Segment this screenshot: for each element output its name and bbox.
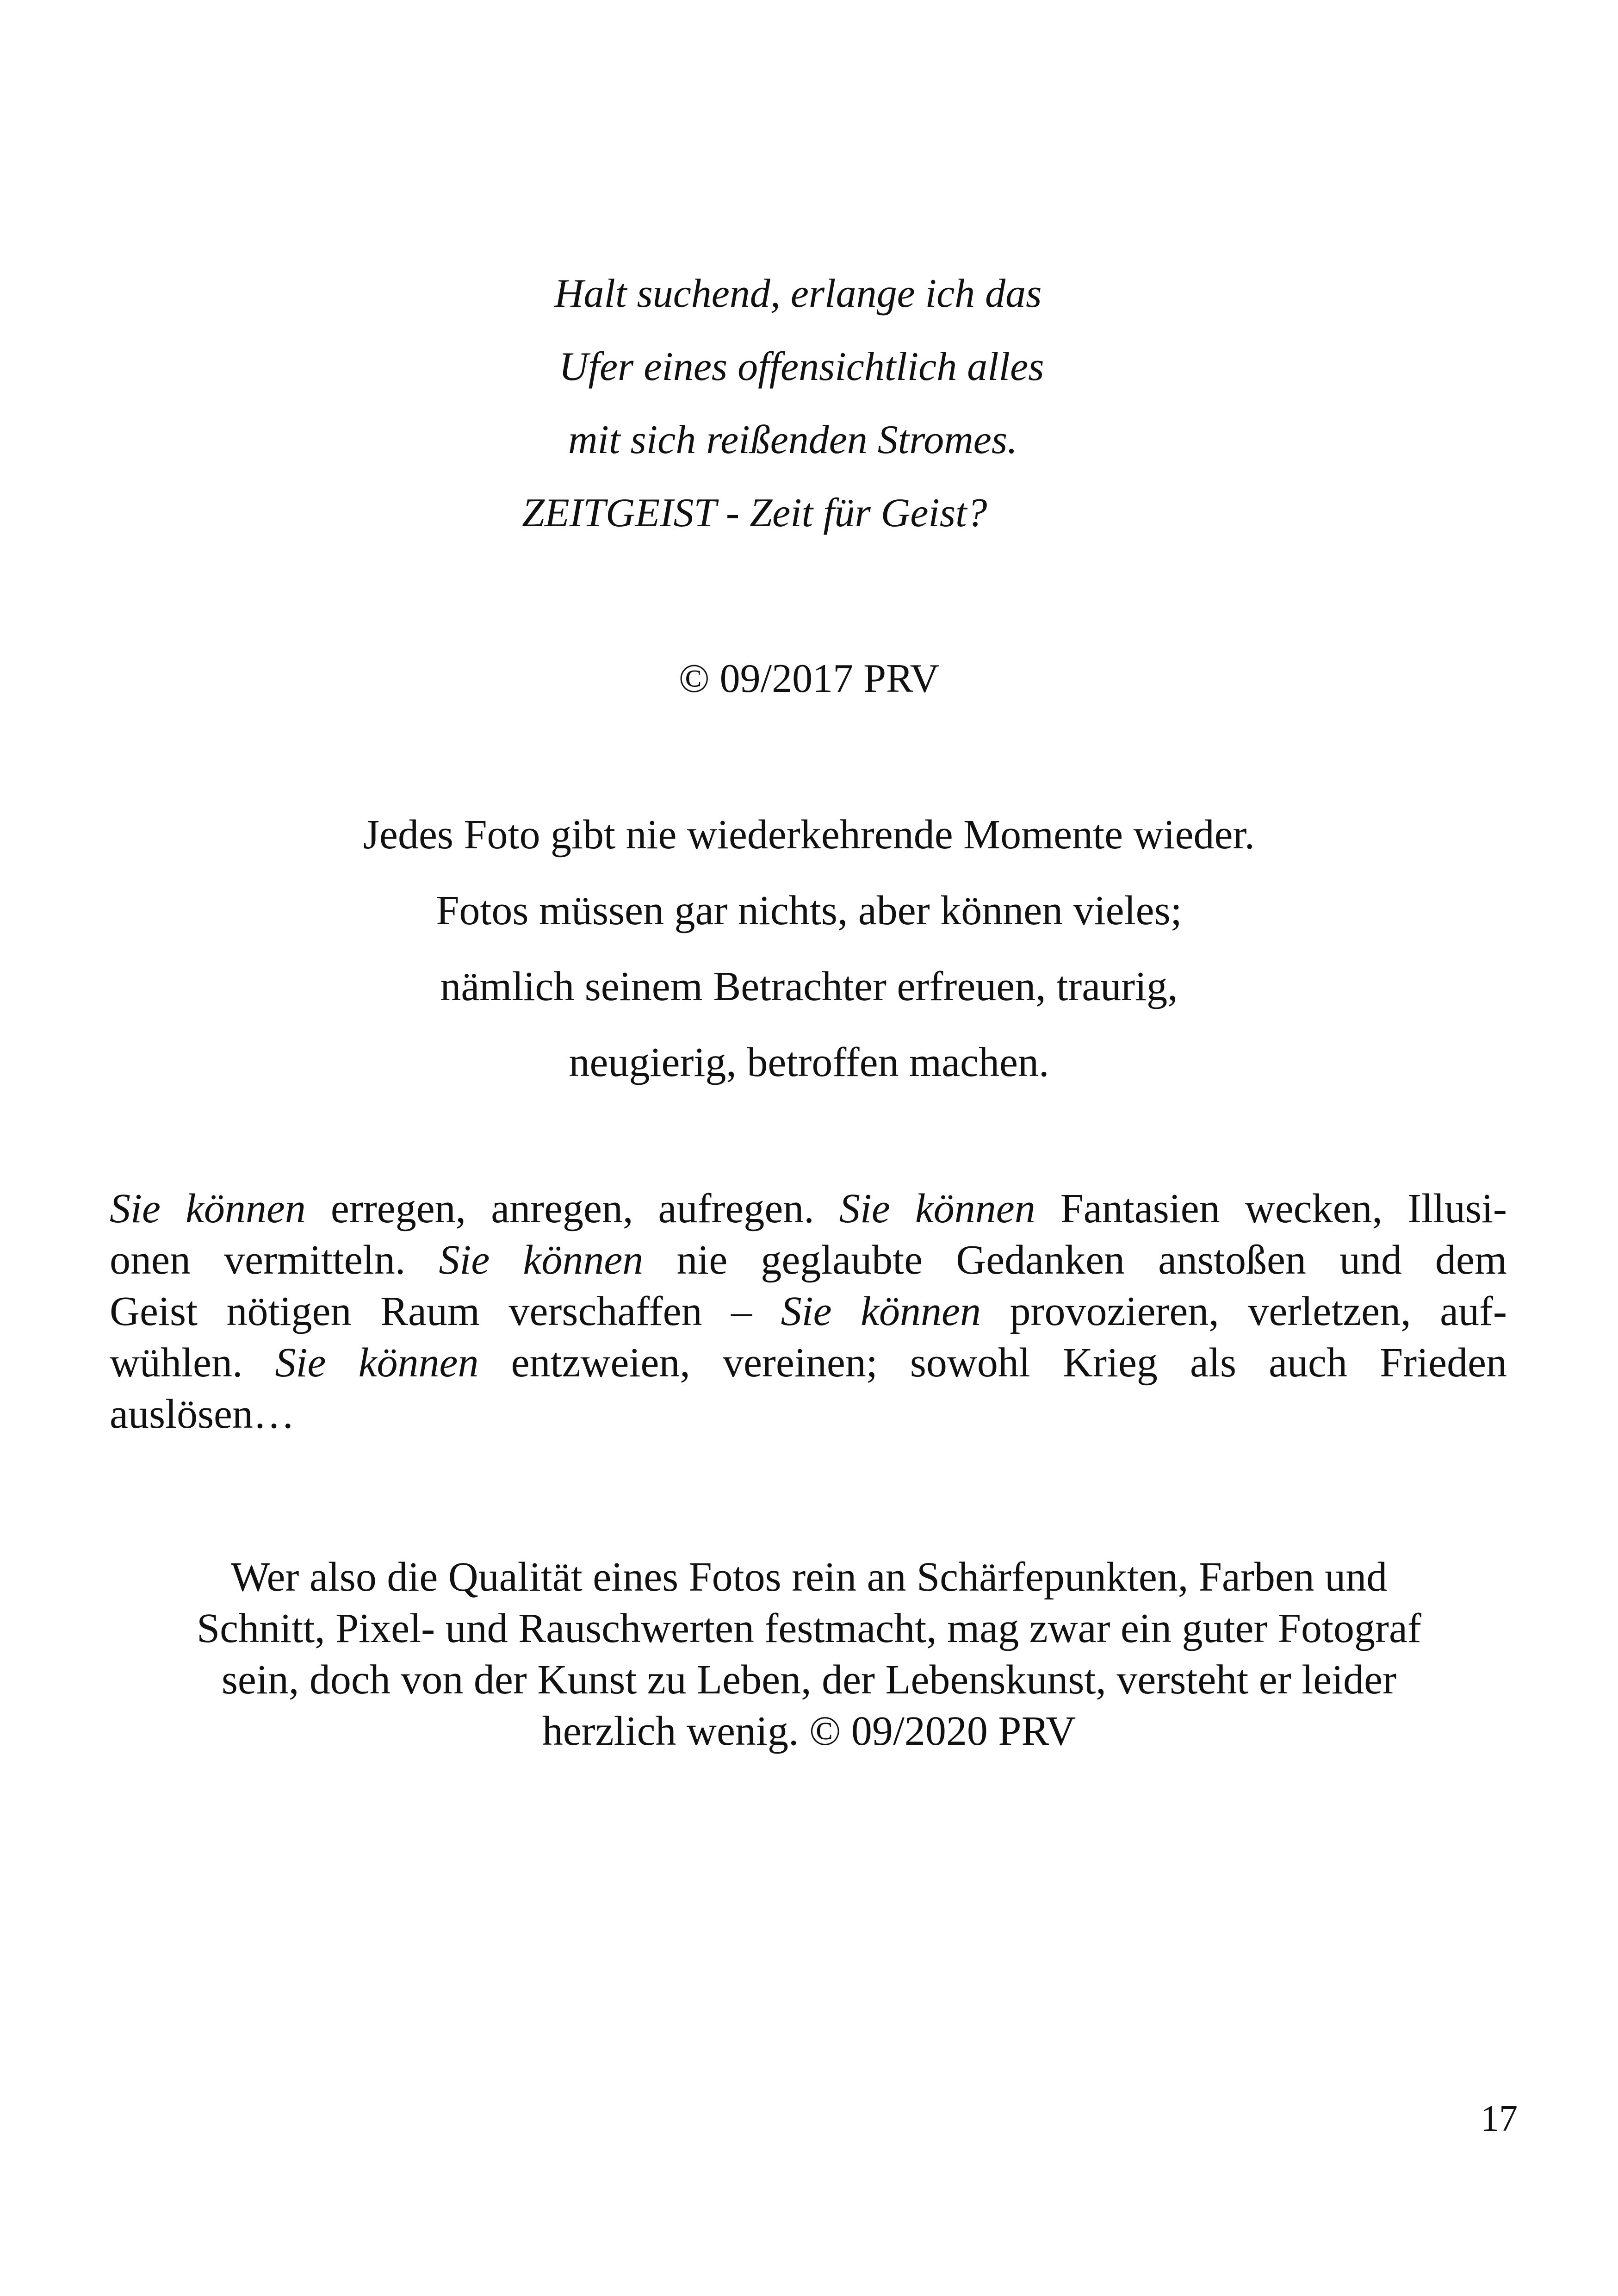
paragraph-line-1 (110, 1183, 1507, 1234)
paragraph-line-3 (110, 1286, 1507, 1337)
closing-line-4: herzlich wenig. © 09/2020 PRV (542, 1708, 1076, 1754)
statement-line-4: neugierig, betroffen machen. (569, 1039, 1049, 1085)
photo-statement (0, 797, 1618, 1101)
paragraph-text: Fantasien wecken, Illusi- (1035, 1186, 1507, 1232)
poem-line-1: Halt suchend, erlange ich das (554, 271, 1042, 316)
paragraph-line-5: auslösen… (110, 1391, 295, 1437)
page-number: 17 (1481, 2098, 1518, 2139)
emphasis: Sie können (439, 1237, 644, 1283)
statement-line-1: Jedes Foto gibt nie wiederkehrende Momente wieder. (363, 812, 1255, 858)
sie-koennen-paragraph (110, 1183, 1507, 1440)
paragraph-text: erregen, anregen, aufregen. (305, 1186, 839, 1232)
paragraph-line-2 (110, 1234, 1507, 1286)
statement-line-2: Fotos müssen gar nichts, aber können vieles; (436, 888, 1182, 933)
closing-paragraph (0, 1551, 1618, 1757)
poem-line-2: Ufer eines offensichtlich alles (559, 344, 1044, 389)
emphasis: Sie können (275, 1340, 479, 1386)
paragraph-line-4 (110, 1337, 1507, 1388)
emphasis: Sie können (839, 1186, 1035, 1232)
closing-line-1: Wer also die Qualität eines Fotos rein an Schärfepunkten, Farben und (230, 1554, 1388, 1600)
statement-line-3: nämlich seinem Betrachter erfreuen, traurig, (440, 964, 1178, 1009)
paragraph-text: provozieren, verletzen, auf- (981, 1288, 1507, 1334)
paragraph-text: nie geglaubte Gedanken anstoßen und dem (643, 1237, 1507, 1283)
closing-line-3: sein, doch von der Kunst zu Leben, der Lebenskunst, versteht er leider (221, 1657, 1397, 1703)
paragraph-text: entzweien, vereinen; sowohl Krieg als auch Frieden (478, 1340, 1507, 1386)
paragraph-text: onen vermitteln. (110, 1237, 439, 1283)
paragraph-text: wühlen. (110, 1340, 275, 1386)
poem-line-4: ZEITGEIST - Zeit für Geist? (522, 491, 987, 535)
poem-line-3: mit sich reißenden Stromes. (568, 417, 1018, 462)
copyright-2017: © 09/2017 PRV (678, 656, 940, 701)
emphasis: Sie können (781, 1288, 981, 1334)
paragraph-text: Geist nötigen Raum verschaffen – (110, 1288, 781, 1334)
closing-line-2: Schnitt, Pixel- und Rauschwerten festmacht, mag zwar ein guter Fotograf (197, 1605, 1421, 1651)
emphasis: Sie können (110, 1186, 306, 1232)
